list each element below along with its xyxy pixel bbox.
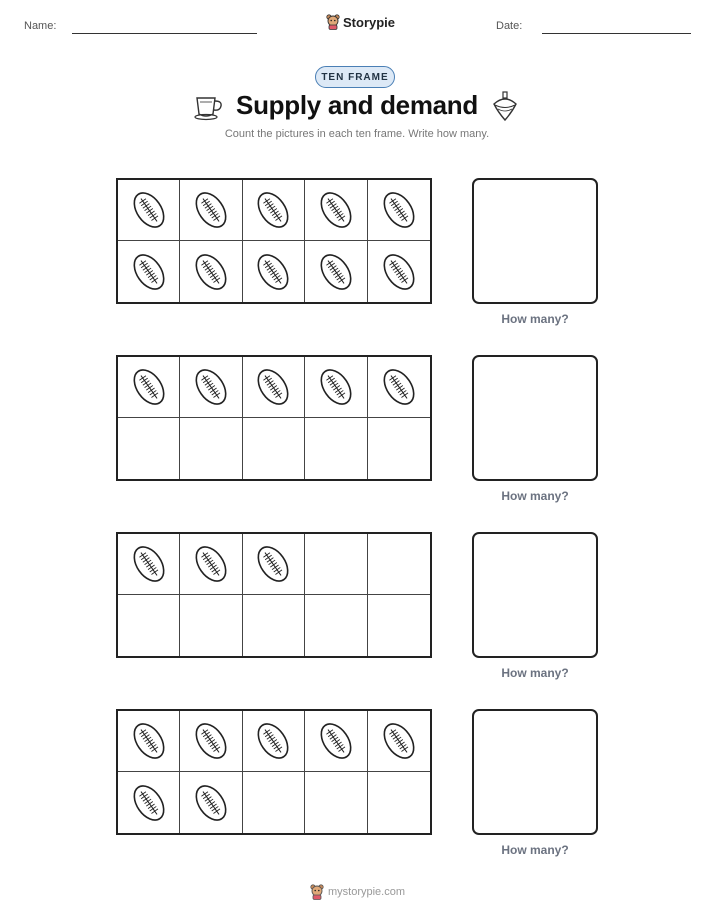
- ten-frame-2: [116, 355, 432, 481]
- ten-frame-cell: [243, 418, 305, 479]
- ten-frame-cell: [368, 180, 430, 241]
- football-icon: [317, 250, 355, 294]
- answer-box-3[interactable]: [472, 532, 598, 658]
- football-icon: [130, 365, 168, 409]
- football-icon: [317, 188, 355, 232]
- football-icon: [254, 365, 292, 409]
- football-icon: [380, 365, 418, 409]
- storypie-bear-icon: [310, 884, 324, 900]
- ten-frame-cell: [118, 418, 180, 479]
- football-icon: [130, 250, 168, 294]
- football-icon: [130, 719, 168, 763]
- ten-frame-cell: [368, 241, 430, 302]
- ten-frame-cell: [243, 180, 305, 241]
- answer-box-1[interactable]: [472, 178, 598, 304]
- brand-name: Storypie: [343, 14, 396, 30]
- football-icon: [192, 719, 230, 763]
- ten-frame-cell: [368, 711, 430, 772]
- football-icon: [130, 188, 168, 232]
- ten-frame-cell: [368, 772, 430, 833]
- football-icon: [380, 250, 418, 294]
- ten-frame-cell: [305, 180, 367, 241]
- ten-frame-cell: [180, 772, 242, 833]
- ten-frame-cell: [243, 772, 305, 833]
- football-icon: [317, 365, 355, 409]
- ten-frame-cell: [118, 772, 180, 833]
- football-icon: [254, 719, 292, 763]
- ten-frame-cell: [118, 180, 180, 241]
- ten-frame-cell: [305, 772, 367, 833]
- football-icon: [380, 188, 418, 232]
- ten-frame-cell: [180, 711, 242, 772]
- ten-frame-1: [116, 178, 432, 304]
- ten-frame-cell: [180, 418, 242, 479]
- answer-box-2[interactable]: [472, 355, 598, 481]
- ten-frame-cell: [368, 534, 430, 595]
- instructions: Count the pictures in each ten frame. Write how many.: [224, 128, 490, 140]
- ten-frame-cell: [180, 241, 242, 302]
- football-icon: [192, 781, 230, 825]
- ten-frame-cell: [305, 418, 367, 479]
- ten-frame-cell: [180, 180, 242, 241]
- football-icon: [192, 542, 230, 586]
- footer-url: mystorypie.com: [328, 886, 406, 898]
- ten-frame-cell: [180, 534, 242, 595]
- ten-frame-cell: [118, 241, 180, 302]
- football-icon: [130, 542, 168, 586]
- how-many-label: How many?: [501, 666, 569, 680]
- football-icon: [254, 250, 292, 294]
- page-title: Supply and demand: [236, 90, 478, 120]
- football-icon: [254, 188, 292, 232]
- ten-frame-cell: [305, 711, 367, 772]
- name-label: Name:: [24, 20, 57, 32]
- ten-frame-cell: [243, 357, 305, 418]
- date-line[interactable]: [542, 33, 691, 34]
- how-many-label: How many?: [501, 312, 569, 326]
- storypie-bear-icon: [326, 14, 340, 30]
- ten-frame-cell: [118, 595, 180, 656]
- name-line[interactable]: [72, 33, 257, 34]
- football-icon: [130, 781, 168, 825]
- brand: [326, 14, 395, 30]
- worksheet-type-badge: TEN FRAME: [315, 66, 395, 88]
- ten-frame-3: [116, 532, 432, 658]
- ten-frame-cell: [305, 534, 367, 595]
- ten-frame-cell: [368, 595, 430, 656]
- ten-frame-cell: [305, 357, 367, 418]
- how-many-label: How many?: [501, 843, 569, 857]
- ten-frame-cell: [368, 418, 430, 479]
- football-icon: [317, 719, 355, 763]
- ten-frame-cell: [118, 711, 180, 772]
- ten-frame-cell: [243, 241, 305, 302]
- answer-box-4[interactable]: [472, 709, 598, 835]
- football-icon: [192, 250, 230, 294]
- ten-frame-cell: [180, 357, 242, 418]
- football-icon: [192, 188, 230, 232]
- footer: [310, 884, 405, 900]
- ten-frame-cell: [368, 357, 430, 418]
- football-icon: [380, 719, 418, 763]
- how-many-label: How many?: [501, 489, 569, 503]
- ten-frame-cell: [243, 595, 305, 656]
- date-label: Date:: [496, 20, 523, 32]
- ten-frame-cell: [118, 357, 180, 418]
- ten-frame-cell: [305, 595, 367, 656]
- ten-frame-4: [116, 709, 432, 835]
- ten-frame-cell: [180, 595, 242, 656]
- ten-frame-cell: [243, 534, 305, 595]
- ten-frame-cell: [243, 711, 305, 772]
- football-icon: [192, 365, 230, 409]
- ten-frame-cell: [118, 534, 180, 595]
- football-icon: [254, 542, 292, 586]
- spinning-top-icon: [490, 90, 520, 124]
- ten-frame-cell: [305, 241, 367, 302]
